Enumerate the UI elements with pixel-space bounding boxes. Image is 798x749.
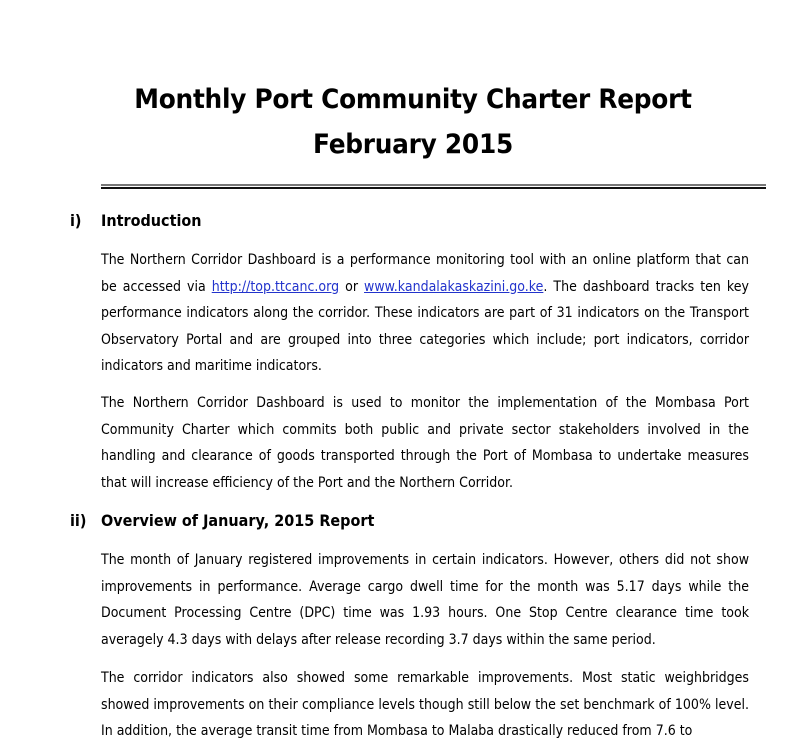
section-number: i) — [70, 211, 82, 230]
overview-paragraph-2 — [101, 665, 749, 745]
paragraph-text: The month of January registered improvements in certain indicators. However, others did not show improvements in performance. Average cargo dwell time for the month was 5.17 days while the Document Processing Centre (DPC) time was 1.93 hours. One Stop Centre clearance time took averagely 4.3 days with delays after release recording 3.7 days within the same period. — [101, 552, 749, 648]
report-subtitle-date: February 2015 — [313, 129, 513, 160]
intro-paragraph-1 — [101, 247, 749, 380]
paragraph-text: The Northern Corridor Dashboard is used to monitor the implementation of the Mombasa Port Community Charter which commits both public and private sector stakeholders involved in the handling and clearance of goods transported through the Port of Mombasa to undertake measures that will increase efficiency of the Port and the Northern Corridor. — [101, 395, 749, 491]
paragraph-text: The corridor indicators also showed some remarkable improvements. Most static weighbridges showed improvements on their compliance levels though still below the set benchmark of 100% level. In addition, the average transit time from Mombasa to Malaba drastically reduced from 7.6 to — [101, 670, 749, 739]
section-heading-introduction: Introduction — [101, 211, 202, 230]
title-divider-thin — [101, 184, 766, 186]
title-divider-thick — [101, 187, 766, 189]
intro-paragraph-2 — [101, 390, 749, 496]
section-number: ii) — [70, 511, 87, 530]
section-heading-overview: Overview of January, 2015 Report — [101, 511, 375, 530]
paragraph-text: The Northern Corridor Dashboard is a performance monitoring tool with an online platform that can be accessed via — [101, 252, 749, 295]
paragraph-text: . The dashboard tracks ten key performance indicators along the corridor. These indicators are part of 31 indicators on the Transport Observatory Portal and are grouped into three categories which include; port indicators, corridor indicators and maritime indicators. — [101, 278, 749, 374]
link-ttcanc[interactable]: http://top.ttcanc.org — [211, 278, 340, 295]
report-title: Monthly Port Community Charter Report — [134, 84, 692, 115]
overview-paragraph-1 — [101, 547, 749, 653]
link-kandalakaskazini[interactable]: www.kandalakaskazini.go.ke — [364, 278, 544, 295]
paragraph-text: or — [339, 278, 365, 295]
